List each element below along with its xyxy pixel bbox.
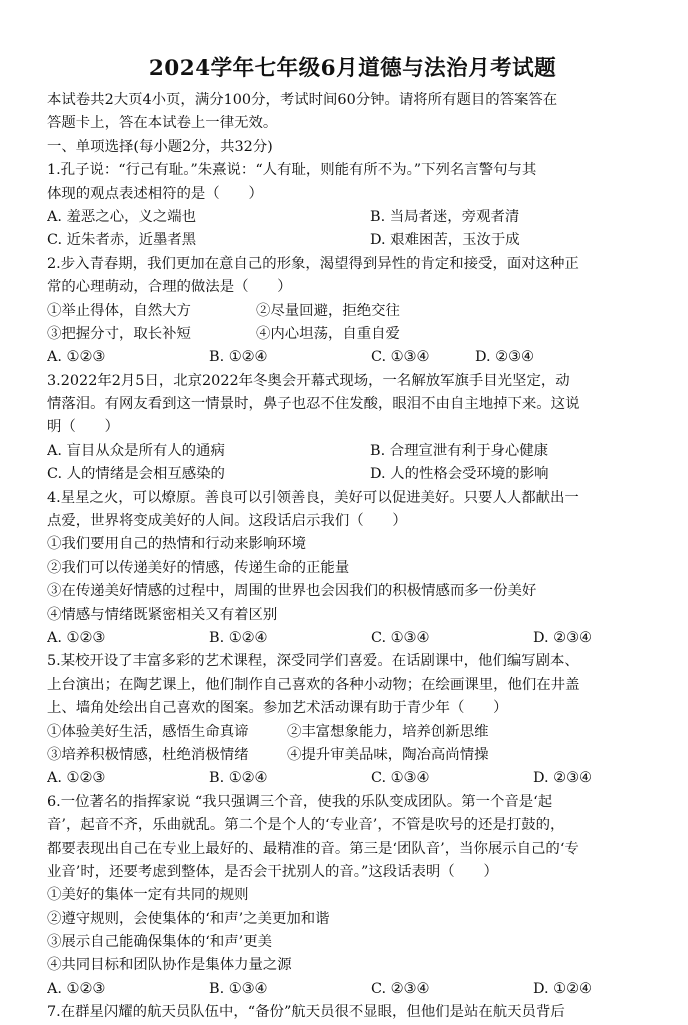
statement-3: ③在传递美好情感的过程中，周围的世界也会因我们的积极情感而多一份美好 xyxy=(47,583,537,600)
option-a: A. ①②③ xyxy=(47,980,106,997)
question-stem: 3.2022年2月5日，北京2022年冬奥会开幕式现场，一名解放军旗手目光坚定，动 xyxy=(47,372,570,389)
question-stem: 2.步入青春期，我们更加在意自己的形象，渴望得到异性的肯定和接受，面对这种正 xyxy=(47,255,579,272)
option-c: C. 人的情绪是会相互感染的 xyxy=(47,466,225,483)
statements-row xyxy=(47,721,658,744)
statement-3: ③展示自己能确保集体的‘和声’更美 xyxy=(47,934,273,951)
options-row xyxy=(47,346,658,369)
statements-row xyxy=(47,744,658,767)
option-b: B. ①②④ xyxy=(209,629,268,646)
question-stem: 情落泪。有网友看到这一情景时，鼻子也忍不住发酸，眼泪不由自主地掉下来。这说 xyxy=(47,396,580,413)
question-stem: 上、墙角处绘出自己喜欢的图案。参加艺术活动课有助于青少年（ ） xyxy=(47,700,508,717)
statement-4: ④情感与情绪既紧密相关又有着区别 xyxy=(47,606,278,623)
option-a: A. ①②③ xyxy=(47,770,106,787)
statement-2: ②我们可以传递美好的情感，传递生命的正能量 xyxy=(47,559,350,576)
option-b: B. ①③④ xyxy=(209,980,268,997)
question-stem: 音’，起音不齐，乐曲就乱。第二个是个人的‘专业音’，不管是吹号的还是打鼓的， xyxy=(47,817,565,834)
question-stem: 上台演出；在陶艺课上，他们制作自己喜欢的各种小动物；在绘画课里，他们在井盖 xyxy=(47,676,580,693)
section-heading: 一、单项选择(每小题2分，共32分) xyxy=(47,138,273,155)
option-b: B. 合理宣泄有利于身心健康 xyxy=(370,442,549,459)
question-stem: 7.在群星闪耀的航天员队伍中，“备份”航天员很不显眼，但他们是站在航天员背后 xyxy=(47,1004,565,1021)
question-stem: 1.孔子说：“行己有耻。”朱熹说：“人有耻，则能有所不为。”下列名言警句与其 xyxy=(47,162,537,179)
options-row xyxy=(47,627,658,650)
option-b: B. 当局者迷，旁观者清 xyxy=(370,208,520,225)
statements-row xyxy=(47,323,658,346)
question-6 xyxy=(47,791,658,1002)
question-stem: 点爱，世界将变成美好的人间。这段话启示我们（ ） xyxy=(47,513,407,530)
options-row xyxy=(47,463,658,486)
options-row xyxy=(47,440,658,463)
intro-line: 本试卷共2大页4小页，满分100分，考试时间60分钟。请将所有题目的答案答在 xyxy=(47,92,558,108)
statement-3: ③培养积极情感，杜绝消极情绪 xyxy=(47,746,249,763)
question-stem: 6.一位著名的指挥家说 “我只强调三个音，使我的乐队变成团队。第一个音是‘起 xyxy=(47,793,553,810)
question-stem: 明（ ） xyxy=(47,419,119,436)
page-title: 2024学年七年级6月道德与法治月考试题 xyxy=(148,56,557,81)
statement-4: ④内心坦荡，自重自爱 xyxy=(256,325,400,342)
options-row xyxy=(47,229,658,252)
statement-4: ④共同目标和团队协作是集体力量之源 xyxy=(47,957,292,974)
option-d: D. ②③④ xyxy=(475,349,534,366)
option-d: D. 艰难困苦，玉汝于成 xyxy=(370,232,520,249)
statement-4: ④提升审美品味，陶冶高尚情操 xyxy=(287,746,489,763)
question-5 xyxy=(47,650,658,790)
option-b: B. ①②④ xyxy=(209,349,268,366)
options-row xyxy=(47,978,658,1001)
statement-1: ①我们要用自己的热情和行动来影响环境 xyxy=(47,536,307,553)
question-stem: 都要表现出自己在专业上最好的、最精准的音。第三是‘团队音’，当你展示自己的‘专 xyxy=(47,840,579,857)
option-c: C. ①③④ xyxy=(371,770,430,787)
statement-2: ②尽量回避，拒绝交往 xyxy=(256,302,400,319)
option-a: A. ①②③ xyxy=(47,349,106,366)
option-d: D. ②③④ xyxy=(533,770,592,787)
question-4 xyxy=(47,487,658,651)
question-stem: 5.某校开设了丰富多彩的艺术课程，深受同学们喜爱。在话剧课中，他们编写剧本、 xyxy=(47,653,579,670)
option-d: D. 人的性格会受环境的影响 xyxy=(370,466,549,483)
question-stem: 常的心理萌动，合理的做法是（ ） xyxy=(47,279,292,296)
question-2 xyxy=(47,253,658,370)
option-d: D. ②③④ xyxy=(533,629,592,646)
option-c: C. ①③④ xyxy=(371,629,430,646)
option-a: A. ①②③ xyxy=(47,629,106,646)
question-7 xyxy=(47,1001,658,1024)
option-a: A. 盲目从众是所有人的通病 xyxy=(47,442,225,459)
question-1 xyxy=(47,159,658,253)
option-c: C. ②③④ xyxy=(371,980,430,997)
statement-1: ①美好的集体一定有共同的规则 xyxy=(47,887,249,904)
question-3 xyxy=(47,370,658,487)
question-stem: 4.星星之火，可以燎原。善良可以引领善良，美好可以促进美好。只要人人都献出一 xyxy=(47,489,579,506)
statement-2: ②遵守规则，会使集体的‘和声’之美更加和谐 xyxy=(47,910,330,927)
statements-row xyxy=(47,300,658,323)
statement-3: ③把握分寸，取长补短 xyxy=(47,325,191,342)
option-a: A. 羞恶之心，义之端也 xyxy=(47,208,197,225)
question-stem: 体现的观点表述相符的是（ ） xyxy=(47,185,263,202)
option-c: C. 近朱者赤，近墨者黑 xyxy=(47,232,197,249)
statement-2: ②丰富想象能力，培养创新思维 xyxy=(287,723,489,740)
exam-intro xyxy=(47,89,658,136)
option-b: B. ①②④ xyxy=(209,770,268,787)
question-stem: 业音’时，还要考虑到整体，是否会干扰别人的音。”这段话表明（ ） xyxy=(47,863,498,880)
options-row xyxy=(47,767,658,790)
statement-1: ①举止得体，自然大方 xyxy=(47,302,191,319)
statement-1: ①体验美好生活，感悟生命真谛 xyxy=(47,723,249,740)
intro-line: 答题卡上，答在本试卷上一律无效。 xyxy=(47,115,278,132)
options-row xyxy=(47,206,658,229)
option-c: C. ①③④ xyxy=(371,349,430,366)
option-d: D. ①②④ xyxy=(533,980,592,997)
